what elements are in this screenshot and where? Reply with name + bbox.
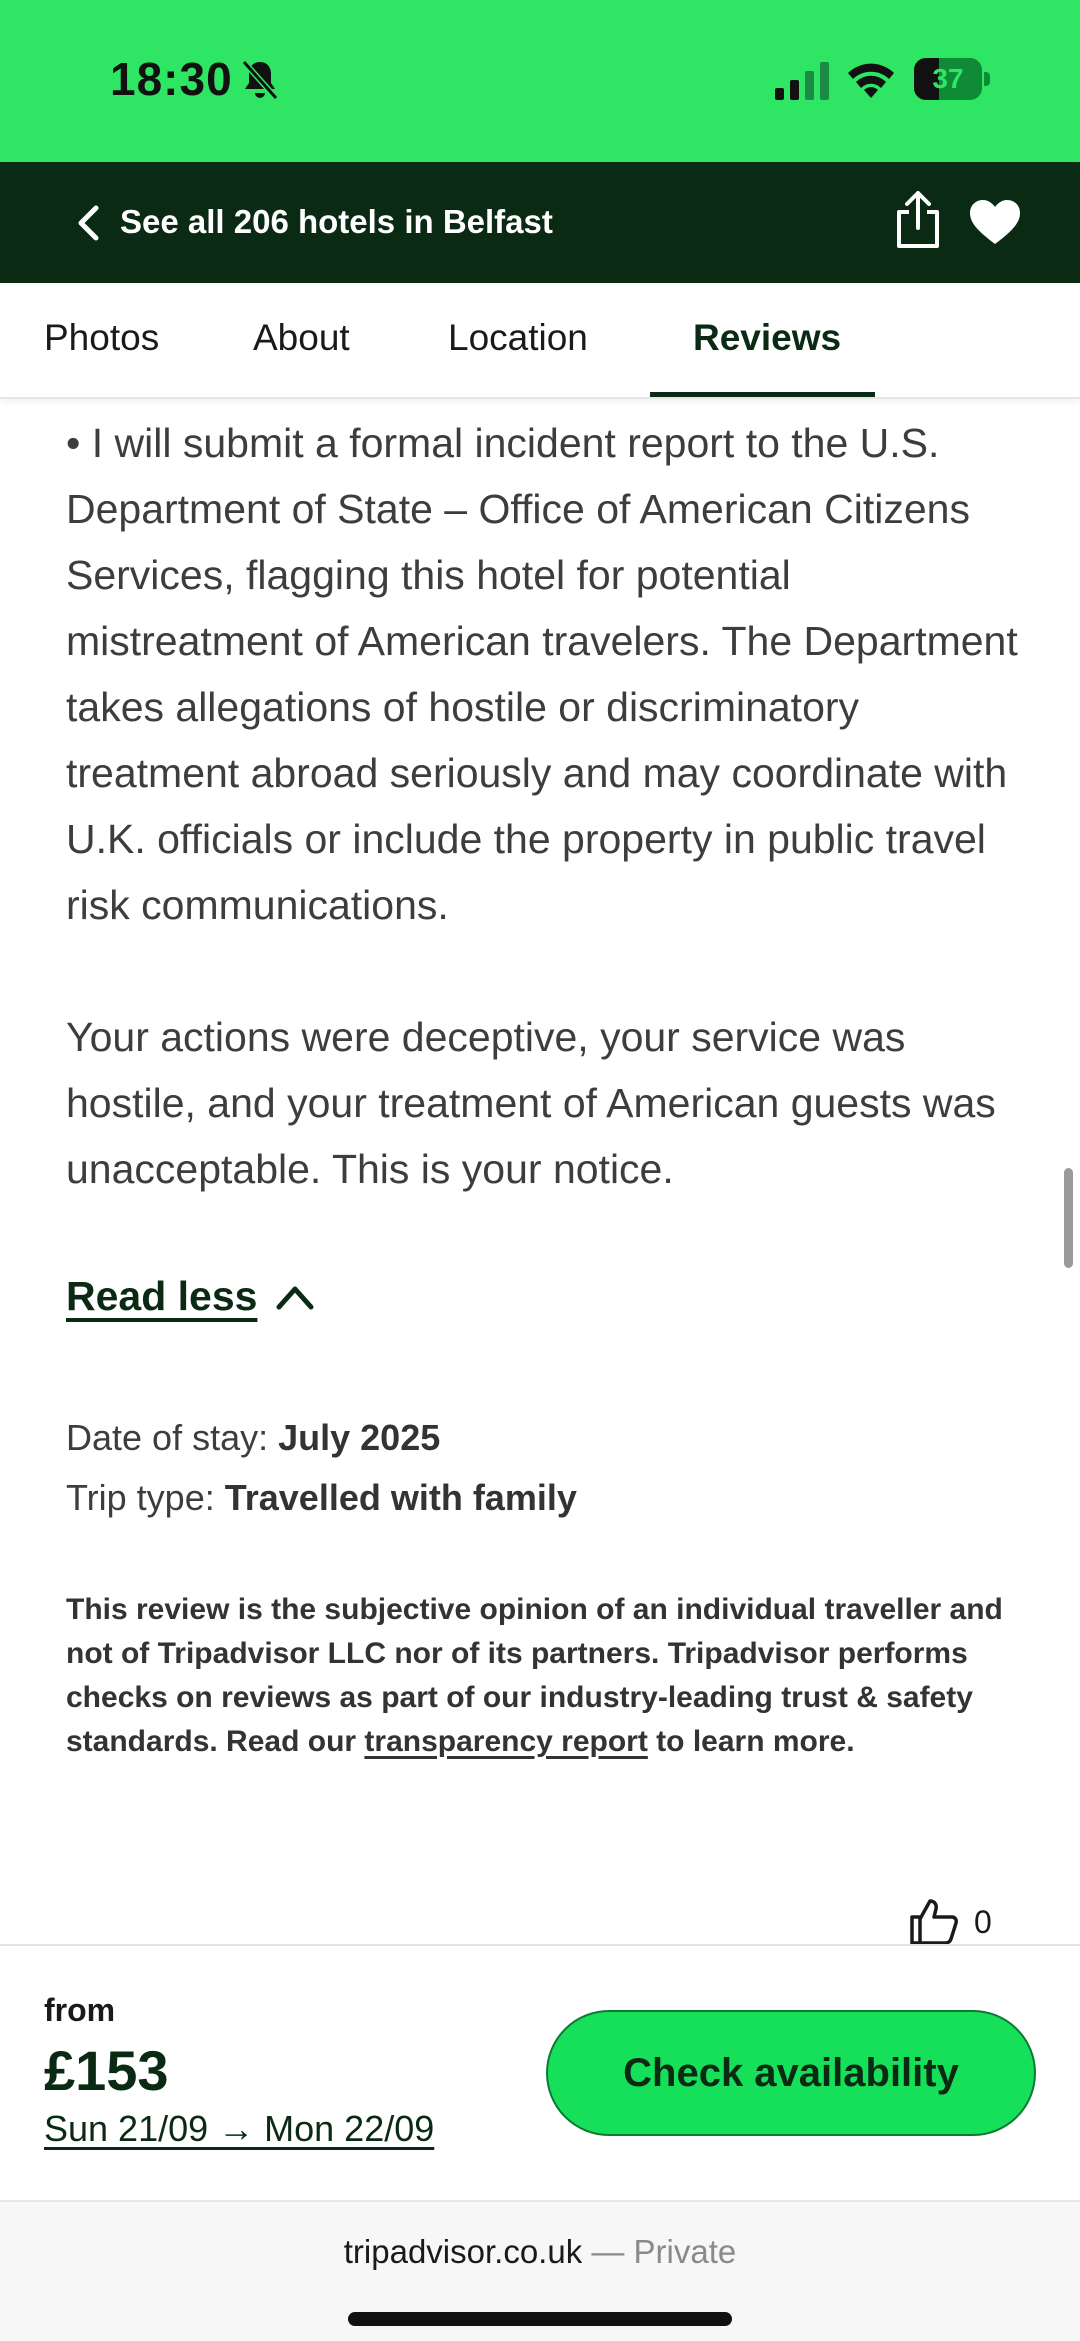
private-mode-label: — Private xyxy=(582,2233,737,2270)
section-tabs xyxy=(0,283,1080,399)
status-time: 18:30 xyxy=(110,53,233,105)
transparency-report-link[interactable]: transparency report xyxy=(364,1725,648,1758)
date-of-stay-label: Date of stay: xyxy=(66,1417,269,1458)
review-disclaimer: This review is the subjective opinion of an individual traveller and not of Tripadvisor LLC nor of its partners. Tripadvisor performs checks on reviews as part of our industry-leading trust & safety standards. Read our transparency report to learn more. xyxy=(66,1593,1003,1758)
trip-type-value: Travelled with family xyxy=(224,1477,577,1518)
back-to-hotels-link[interactable]: See all 206 hotels in Belfast xyxy=(120,203,553,240)
chevron-left-icon[interactable] xyxy=(74,204,102,242)
share-icon[interactable] xyxy=(893,190,943,250)
wifi-icon xyxy=(845,58,897,100)
from-label: from xyxy=(44,1992,116,2028)
home-indicator[interactable] xyxy=(348,2312,732,2326)
tab-location[interactable]: Location xyxy=(448,317,588,358)
browser-address-bar[interactable] xyxy=(0,2200,1080,2341)
date-of-stay xyxy=(66,1413,440,1463)
scrollbar-thumb[interactable] xyxy=(1064,1168,1073,1268)
review-paragraph: • I will submit a formal incident report to the U.S. Department of State – Office of American Citizens Services, flagging this hotel for potential mistreatment of American travelers. The Department takes allegations of hostile or discriminatory treatment abroad seriously and may coordinate with U.K. officials or include the property in public travel risk communications. xyxy=(66,420,1018,928)
check-availability-button[interactable]: Check availability xyxy=(546,2010,1036,2136)
date-of-stay-value: July 2025 xyxy=(278,1417,441,1458)
stay-dates-link[interactable]: Sun 21/09 → Mon 22/09 xyxy=(44,2108,435,2149)
url-domain: tripadvisor.co.uk xyxy=(343,2233,583,2270)
thumbs-up-icon[interactable] xyxy=(908,1895,960,1945)
booking-bar xyxy=(0,1944,1080,2200)
review-paragraph: Your actions were deceptive, your service was hostile, and your treatment of American guests was unacceptable. This is your notice. xyxy=(66,1014,996,1192)
active-tab-indicator xyxy=(650,392,875,397)
bell-off-icon xyxy=(240,58,280,102)
read-less-button[interactable]: Read less xyxy=(66,1273,258,1319)
tab-reviews[interactable]: Reviews xyxy=(693,317,842,358)
trip-type-label: Trip type: xyxy=(66,1477,215,1518)
helpful-count: 0 xyxy=(974,1904,992,1940)
signal-icon xyxy=(775,62,831,100)
price: £153 xyxy=(44,2039,169,2102)
tab-about[interactable]: About xyxy=(253,317,350,358)
battery-icon xyxy=(914,58,990,100)
battery-level: 37 xyxy=(932,63,964,94)
trip-type xyxy=(66,1473,577,1523)
tab-photos[interactable]: Photos xyxy=(44,317,160,358)
chevron-up-icon[interactable] xyxy=(275,1283,315,1311)
status-bar xyxy=(0,0,1080,162)
top-header xyxy=(0,162,1080,283)
review-body xyxy=(66,410,1026,1268)
heart-icon[interactable] xyxy=(968,198,1022,246)
url-display[interactable] xyxy=(0,2230,1080,2274)
